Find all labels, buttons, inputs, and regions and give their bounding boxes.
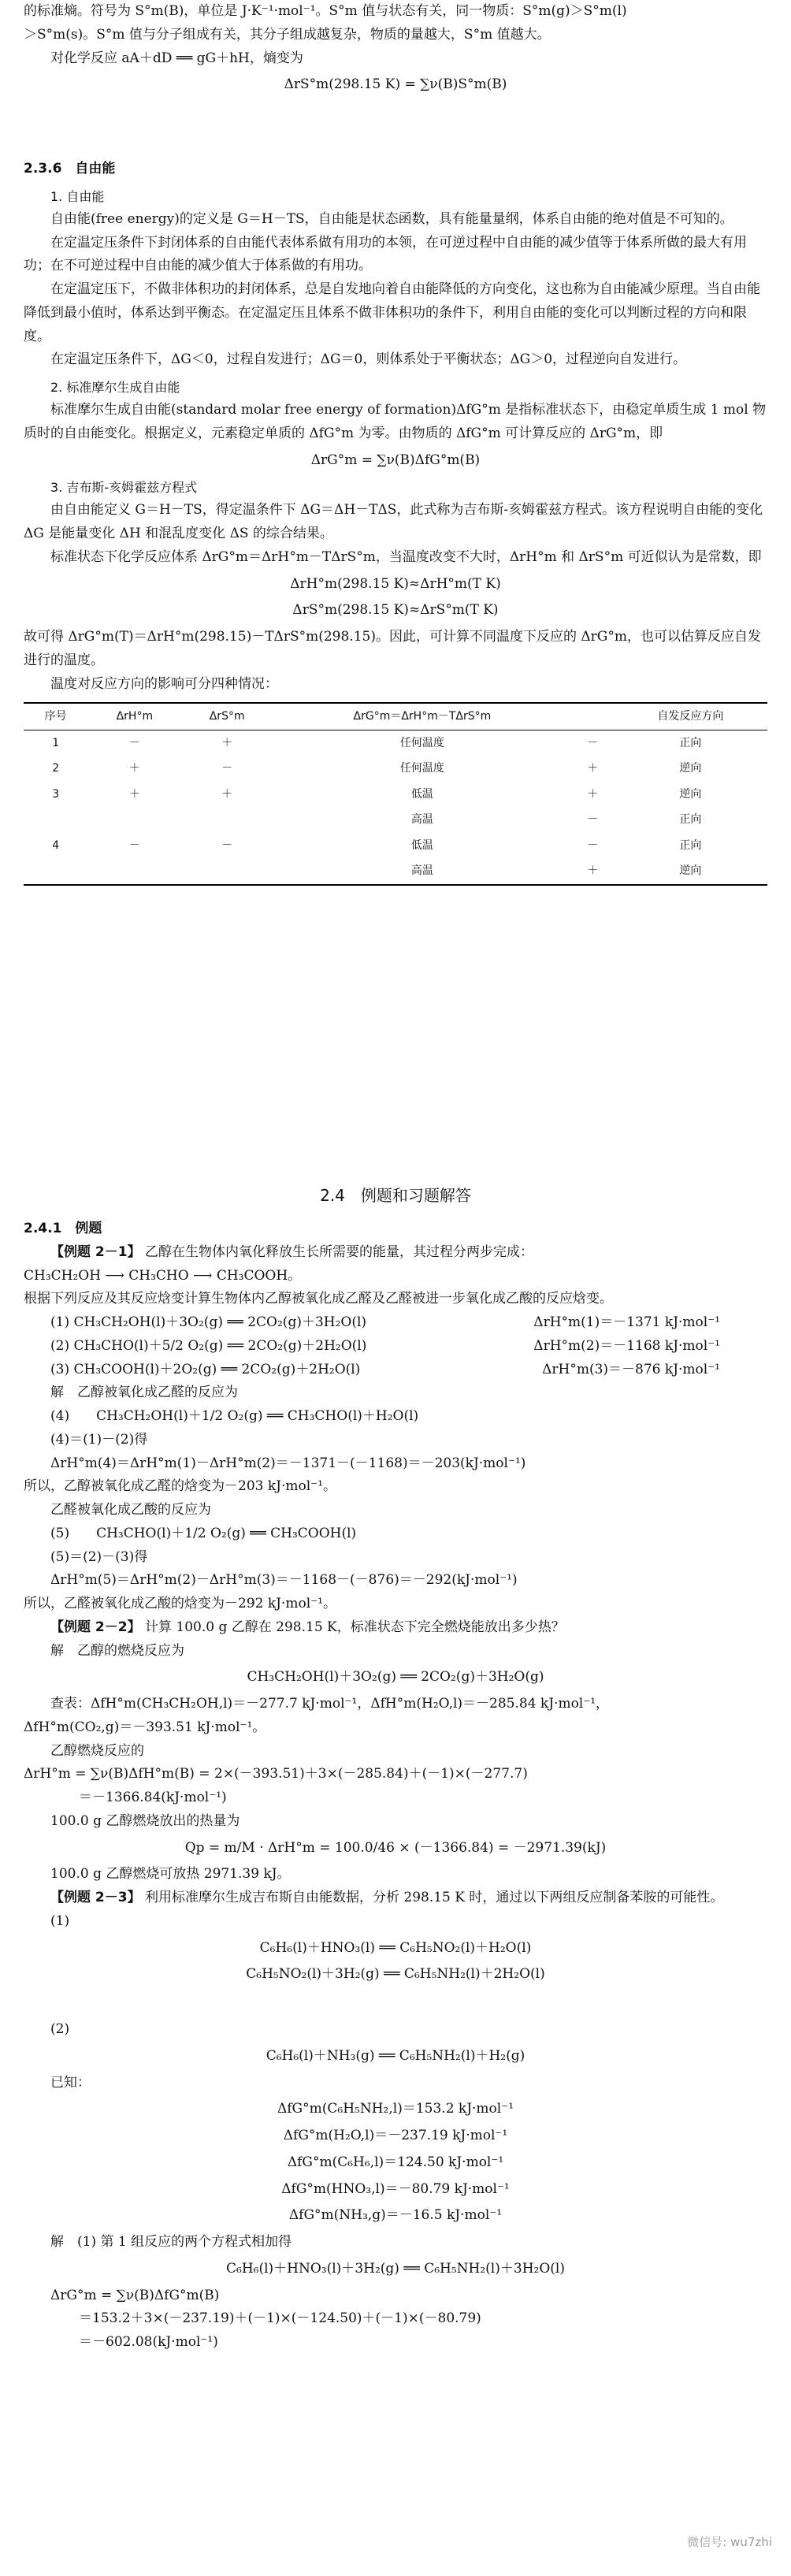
known-label: 已知： [50,2074,91,2091]
table-cell: 低温 [410,838,433,852]
paragraph: 在定温定压条件下封闭体系的自由能代表体系做有用功的本领，在可逆过程中自由能的减少值等于体系所做的最大有用功；在不可逆过程中自由能的减少值大于体系做的有用功。 [24,234,747,274]
table-cell: ＋ [587,762,599,775]
table-cell: ＋ [587,787,599,801]
reaction-value: ΔrH°m(1)＝－1371 kJ·mol⁻¹ [533,1314,720,1330]
table-cell: 正向 [679,838,702,852]
examples-section [24,1182,767,2355]
solution-text: (5)＝(2)－(3)得 [50,1548,148,1565]
paragraph: 自由能(free energy)的定义是 G＝H－TS，自由能是状态函数，具有能量量纲，体系自由能的绝对值是不可知的。 [50,210,733,227]
data-value: ΔfG°m(C₆H₆,l)＝124.50 kJ·mol⁻¹ [287,2154,504,2170]
paragraph: 故可得 ΔrG°m(T)＝ΔrH°m(298.15)－TΔrS°m(298.15)。因此，可计算不同温度下反应的 ΔrG°m，也可以估算反应自发进行的温度。 [24,629,761,668]
table-cell: － [221,762,233,775]
calculation: ＝153.2＋3×(－237.19)＋(－1)×(－124.50)＋(－1)×(－80.79) [79,2310,481,2327]
solution-text: 100.0 g 乙醇燃烧放出的热量为 [50,1812,240,1829]
table-cell: 逆向 [679,864,702,878]
data-value: ΔfG°m(C₆H₅NH₂,l)＝153.2 kJ·mol⁻¹ [277,2101,514,2117]
temperature-effect-table [24,702,767,886]
reaction-number: (2) [50,2021,70,2037]
table-header-row [24,703,767,730]
reaction: (2) CH₃CHO(l)＋5/2 O₂(g) ══ 2CO₂(g)＋2H₂O(l) [50,1337,367,1354]
table-cell: 正向 [679,813,702,827]
table-cell: 2 [52,762,60,775]
table-cell: ＋ [128,762,140,775]
table-header: ΔrH°m [116,710,154,723]
table-row [24,730,767,756]
table-cell: 逆向 [679,787,702,801]
data-value: ΔfG°m(H₂O,l)＝－237.19 kJ·mol⁻¹ [283,2128,508,2143]
table-cell: － [587,736,599,749]
reaction: (1) CH₃CH₂OH(l)＋3O₂(g) ══ 2CO₂(g)＋3H₂O(l) [50,1314,367,1330]
solution-text: (4)＝(1)－(2)得 [50,1431,148,1448]
reaction: CH₃CH₂OH(l)＋3O₂(g) ══ 2CO₂(g)＋3H₂O(g) [247,1669,544,1686]
reaction-value: ΔrH°m(2)＝－1168 kJ·mol⁻¹ [533,1337,720,1354]
reaction-row [24,1335,767,1359]
wechat-watermark: 微信号: wu7zhi [687,2534,772,2549]
question-text: 根据下列反应及其反应焓变计算生物体内乙醇被氧化成乙醛及乙醛被进一步氧化成乙酸的反应焓变。 [24,1291,613,1307]
table-cell: ＋ [221,787,233,801]
equation: ΔrH°m(298.15 K)≈ΔrH°m(T K) [290,575,501,592]
table-header: 自发反应方向 [657,710,724,723]
reaction: C₆H₆(l)＋HNO₃(l)＋3H₂(g) ══ C₆H₅NH₂(l)＋3H₂O(l) [226,2260,565,2277]
table-cell: － [587,813,599,827]
table-cell: － [128,838,140,852]
paragraph: 由自由能定义 G＝H－TS，得定温条件下 ΔG＝ΔH－TΔS，此式称为吉布斯-亥姆霍兹方程式。该方程说明自由能的变化 ΔG 是能量变化 ΔH 和混乱度变化 ΔS 的综合结果。 [24,502,763,541]
data-value: ΔfG°m(HNO₃,l)＝－80.79 kJ·mol⁻¹ [281,2180,510,2197]
paragraph: 标准摩尔生成自由能(standard molar free energy of formation)ΔfG°m 是指标准状态下，由稳定单质生成 1 mol 物质时的自由能变化。根据定义，元素稳定单质的 ΔfG°m 为零。由物质的 ΔfG°m 可计算反应的 ΔrG°m，即 [24,402,767,441]
solution-text: 解 乙醇的燃烧反应为 [50,1642,184,1659]
lookup-text: ΔfH°m(CO₂,g)＝－393.51 kJ·mol⁻¹。 [24,1719,266,1735]
table-header: 序号 [44,710,67,723]
table-cell: ＋ [128,787,140,801]
solution-text: 所以，乙醇被氧化成乙醛的焓变为－203 kJ·mol⁻¹。 [24,1478,336,1495]
reaction-number: (1) [50,1912,70,1929]
equation: ΔrS°m(298.15 K) = ∑ν(B)S°m(B) [284,76,507,93]
equation: ΔrG°m = ∑ν(B)ΔfG°m(B) [310,452,481,468]
calculation: ΔrH°m(4)＝ΔrH°m(1)－ΔrH°m(2)＝－1371－(－1168)＝－203(kJ·mol⁻¹) [50,1455,526,1471]
table-cell [181,858,273,885]
table-cell: 高温 [410,864,433,878]
example-text: 利用标准摩尔生成吉布斯自由能数据，分析 298.15 K 时，通过以下两组反应制备苯胺的可能性。 [144,1890,724,1905]
solution-text: 100.0 g 乙醇燃烧可放热 2971.39 kJ。 [50,1866,291,1883]
solution-text: 解 乙醇被氧化成乙醛的反应为 [50,1385,238,1401]
reaction-row [24,1359,767,1382]
reaction-chain: CH₃CH₂OH ⟶ CH₃CHO ⟶ CH₃COOH。 [24,1267,302,1284]
table-cell [24,858,87,885]
solution-text: 所以，乙醛被氧化成乙酸的焓变为－292 kJ·mol⁻¹。 [24,1596,336,1611]
table-cell [87,858,181,885]
free-energy-section [24,158,767,886]
text-line: 的标准熵。符号为 S°m(B)，单位是 J·K⁻¹·mol⁻¹。S°m 值与状态有关，同一物质：S°m(g)＞S°m(l) [24,3,627,19]
solution-text: 乙醛被氧化成乙酸的反应为 [50,1502,211,1518]
table-row [24,833,767,859]
reaction-row [24,1311,767,1335]
subsection-title: 1. 自由能 [50,188,105,204]
subsection-title: 3. 吉布斯-亥姆霍兹方程式 [50,480,198,496]
table-cell: 任何温度 [399,736,444,749]
example-label: 【例题 2－3】 [50,1890,141,1905]
table-row [24,858,767,885]
table-header [572,703,614,730]
table-cell: 正向 [679,736,702,749]
table-cell: 低温 [410,787,433,801]
text-line: 对化学反应 aA＋dD ══ gG＋hH，熵变为 [50,50,303,66]
table-cell: 1 [52,736,60,749]
table-cell: 4 [52,838,60,852]
example-text: 计算 100.0 g 乙醇在 298.15 K，标准状态下完全燃烧能放出多少热？ [144,1619,565,1635]
section-title: 2.3.6 自由能 [24,161,116,177]
reaction: C₆H₆(l)＋HNO₃(l) ══ C₆H₅NO₂(l)＋H₂O(l) [259,1939,532,1956]
table-cell: － [128,736,140,749]
table-cell: ＋ [221,736,233,749]
calculation: ΔrG°m = ∑ν(B)ΔfG°m(B) [50,2287,220,2303]
lookup-text: 查表：ΔfH°m(CH₃CH₂OH,l)＝－277.7 kJ·mol⁻¹，ΔfH°m(H₂O,l)＝－285.84 kJ·mol⁻¹， [50,1696,610,1712]
table-cell: － [587,838,599,852]
entropy-section [24,0,767,100]
example-label: 【例题 2－1】 [50,1243,141,1260]
reaction: (3) CH₃COOH(l)＋2O₂(g) ══ 2CO₂(g)＋2H₂O(l) [50,1361,361,1377]
table-cell: － [221,838,233,852]
calculation: ΔrH°m = ∑ν(B)ΔfH°m(B) = 2×(－393.51)＋3×(－285.84)＋(－1)×(－277.7) [24,1766,528,1782]
paragraph: 温度对反应方向的影响可分四种情况： [50,675,278,692]
section-title: 2.4.1 例题 [24,1221,102,1236]
table-header: ΔrS°m [209,710,245,723]
chapter-title: 2.4 例题和习题解答 [320,1186,471,1205]
table-cell [87,807,181,833]
calculation: ＝－602.08(kJ·mol⁻¹) [79,2334,218,2350]
paragraph: 标准状态下化学反应体系 ΔrG°m＝ΔrH°m－TΔrS°m，当温度改变不大时，ΔrH°m 和 ΔrS°m 可近似认为是常数，即 [50,548,762,565]
table-cell [181,807,273,833]
calculation: ΔrH°m(5)＝ΔrH°m(2)－ΔrH°m(3)＝－1168－(－876)＝－292(kJ·mol⁻¹) [50,1572,518,1589]
table-cell: 3 [52,787,60,801]
paragraph: 在定温定压下，不做非体积功的封闭体系，总是自发地向着自由能降低的方向变化，这也称为自由能减少原理。当自由能降低到最小值时，体系达到平衡态。在定温定压且体系不做非体积功的条件下，利用自由能的变化可以判断过程的方向和限度。 [24,281,760,344]
reaction: (4) CH₃CH₂OH(l)＋1/2 O₂(g) ══ CH₃CHO(l)＋H₂O(l) [50,1408,419,1424]
table-cell: 逆向 [679,762,702,775]
reaction: C₆H₆(l)＋NH₃(g) ══ C₆H₅NH₂(l)＋H₂(g) [266,2047,525,2064]
example-label: 【例题 2－2】 [50,1619,141,1635]
equation: ΔrS°m(298.15 K)≈ΔrS°m(T K) [292,602,499,619]
calculation: Qp = m/M · ΔrH°m = 100.0/46 × (－1366.84) = －2971.39(kJ) [184,1839,607,1856]
table-cell [24,807,87,833]
subsection-title: 2. 标准摩尔生成自由能 [50,380,180,395]
data-value: ΔfG°m(NH₃,g)＝－16.5 kJ·mol⁻¹ [288,2207,503,2224]
table-row [24,782,767,808]
paragraph: 在定温定压条件下，ΔG＜0，过程自发进行；ΔG＝0，则体系处于平衡状态；ΔG＞0，过程逆向自发进行。 [50,351,687,368]
table-row [24,807,767,833]
solution-text: 解 (1) 第 1 组反应的两个方程式相加得 [50,2234,292,2250]
table-header: ΔrG°m＝ΔrH°m－TΔrS°m [353,710,492,723]
text-line: ＞S°m(s)。S°m 值与分子组成有关，其分子组成越复杂，物质的量越大，S°m 值越大。 [24,26,551,43]
reaction-value: ΔrH°m(3)＝－876 kJ·mol⁻¹ [542,1361,720,1377]
reaction: C₆H₅NO₂(l)＋3H₂(g) ══ C₆H₅NH₂(l)＋2H₂O(l) [246,1966,545,1983]
table-cell: 任何温度 [399,762,444,775]
example-text: 乙醇在生物体内氧化释放生长所需要的能量，其过程分两步完成： [144,1243,533,1260]
solution-text: 乙醇燃烧反应的 [50,1742,144,1759]
table-row [24,756,767,782]
table-cell: 高温 [410,813,433,827]
table-cell: ＋ [587,864,599,878]
calculation: ＝－1366.84(kJ·mol⁻¹) [79,1790,227,1805]
reaction: (5) CH₃CHO(l)＋1/2 O₂(g) ══ CH₃COOH(l) [50,1525,357,1541]
